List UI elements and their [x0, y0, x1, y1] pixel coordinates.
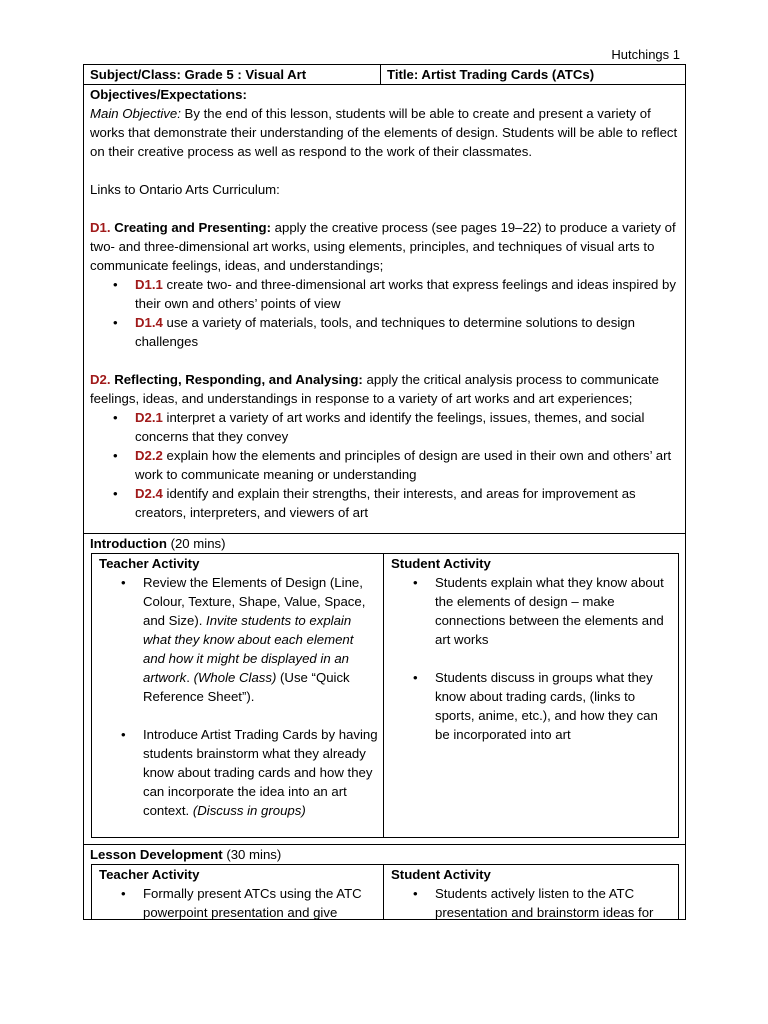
info-row	[84, 65, 685, 85]
objectives-section	[84, 85, 685, 534]
expectation-code: D1.1	[135, 277, 163, 292]
development-heading-line	[84, 845, 685, 864]
list-item	[135, 484, 679, 522]
teacher-activity-list	[97, 884, 379, 922]
list-item: • Introduce Artist Trading Cards by having students brainstorm what they already know about trading cards and how they can incorporate the idea into an art context. (Discuss in groups)	[143, 725, 379, 820]
curriculum-links-heading: Links to Ontario Arts Curriculum:	[90, 182, 280, 197]
d1-expectation	[90, 218, 679, 275]
title-cell: Title: Artist Trading Cards (ATCs)	[387, 67, 595, 82]
lesson-plan-table	[83, 64, 686, 920]
student-activity-heading: Student Activity	[391, 867, 491, 882]
expectation-code: D2.4	[135, 486, 163, 501]
student-activity-column	[384, 554, 678, 837]
development-heading: Lesson Development	[90, 847, 223, 862]
teacher-activity-heading: Teacher Activity	[99, 556, 200, 571]
student-activity-column	[384, 865, 678, 919]
list-item: • Students discuss in groups what they know about trading cards, (links to sports, anime, etc.), and how they can be incorporated into art	[435, 668, 674, 744]
expectation-text: identify and explain their strengths, their interests, and areas for improvement as creators, interpreters, and viewers of art	[135, 486, 636, 520]
introduction-activity-table	[91, 553, 679, 838]
expectation-text: use a variety of materials, tools, and techniques to determine solutions to design challenges	[135, 315, 635, 349]
main-objective-text: By the end of this lesson, students will be able to create and present a variety of works that demonstrate their understanding of the elements of design. Students will be able to reflect on their creative process as well as respond to the work of their classmates.	[90, 106, 678, 159]
student-activity-list	[389, 884, 674, 922]
d2-text: apply the critical analysis process to communicate feelings, ideas, and understandings in response to a variety of art works and art experiences;	[90, 372, 659, 406]
expectation-text: explain how the elements and principles of design are used in their own and others’ art work to communicate meaning or understanding	[135, 448, 672, 482]
list-item: • Formally present ATCs using the ATC powerpoint presentation and give	[143, 884, 379, 922]
d2-title: Reflecting, Responding, and Analysing:	[110, 372, 363, 387]
list-item: • Review the Elements of Design (Line, Colour, Texture, Shape, Value, Space, and Size). Invite students to explain what they know about each element and how it might be displayed in an artwork. (Whole Class) (Use “Quick Reference Sheet”).	[143, 573, 379, 706]
main-objective	[90, 104, 679, 161]
student-activity-heading: Student Activity	[391, 556, 491, 571]
page-header: Hutchings 1	[611, 47, 680, 62]
expectation-code: D2.1	[135, 410, 163, 425]
main-objective-label: Main Objective:	[90, 106, 181, 121]
list-item: • Students explain what they know about the elements of design – make connections between the elements and art works	[435, 573, 674, 649]
expectation-code: D1.4	[135, 315, 163, 330]
introduction-section	[84, 534, 685, 845]
list-item	[135, 313, 679, 351]
teacher-activity-list	[97, 573, 379, 820]
expectation-text: interpret a variety of art works and identify the feelings, issues, themes, and social concerns that they convey	[135, 410, 645, 444]
expectation-code: D2.2	[135, 448, 163, 463]
list-item	[135, 275, 679, 313]
subject-class-cell: Subject/Class: Grade 5 : Visual Art	[84, 65, 381, 84]
d2-expectation	[90, 370, 679, 408]
teacher-activity-column	[92, 554, 384, 837]
expectation-text: create two- and three-dimensional art works that express feelings and ideas inspired by their own and others’ points of view	[135, 277, 676, 311]
objectives-heading: Objectives/Expectations:	[90, 87, 247, 102]
d1-code: D1.	[90, 220, 111, 235]
d1-list	[90, 275, 679, 351]
development-section	[84, 845, 685, 919]
d1-text: apply the creative process (see pages 19–22) to produce a variety of two- and three-dimensional art works, using elements, principles, and techniques of visual arts to communicate feelings, ideas, and understandings;	[90, 220, 676, 273]
list-item	[135, 446, 679, 484]
introduction-duration: (20 mins)	[166, 536, 226, 551]
d2-list	[90, 408, 679, 522]
teacher-activity-heading: Teacher Activity	[99, 867, 200, 882]
list-item: • Students actively listen to the ATC presentation and brainstorm ideas for	[435, 884, 674, 922]
d2-code: D2.	[90, 372, 111, 387]
teacher-activity-column	[92, 865, 384, 919]
introduction-heading: Introduction	[90, 536, 167, 551]
introduction-heading-line	[84, 534, 685, 553]
d1-title: Creating and Presenting:	[110, 220, 272, 235]
development-activity-table	[91, 864, 679, 919]
development-duration: (30 mins)	[222, 847, 282, 862]
student-activity-list	[389, 573, 674, 744]
list-item	[135, 408, 679, 446]
